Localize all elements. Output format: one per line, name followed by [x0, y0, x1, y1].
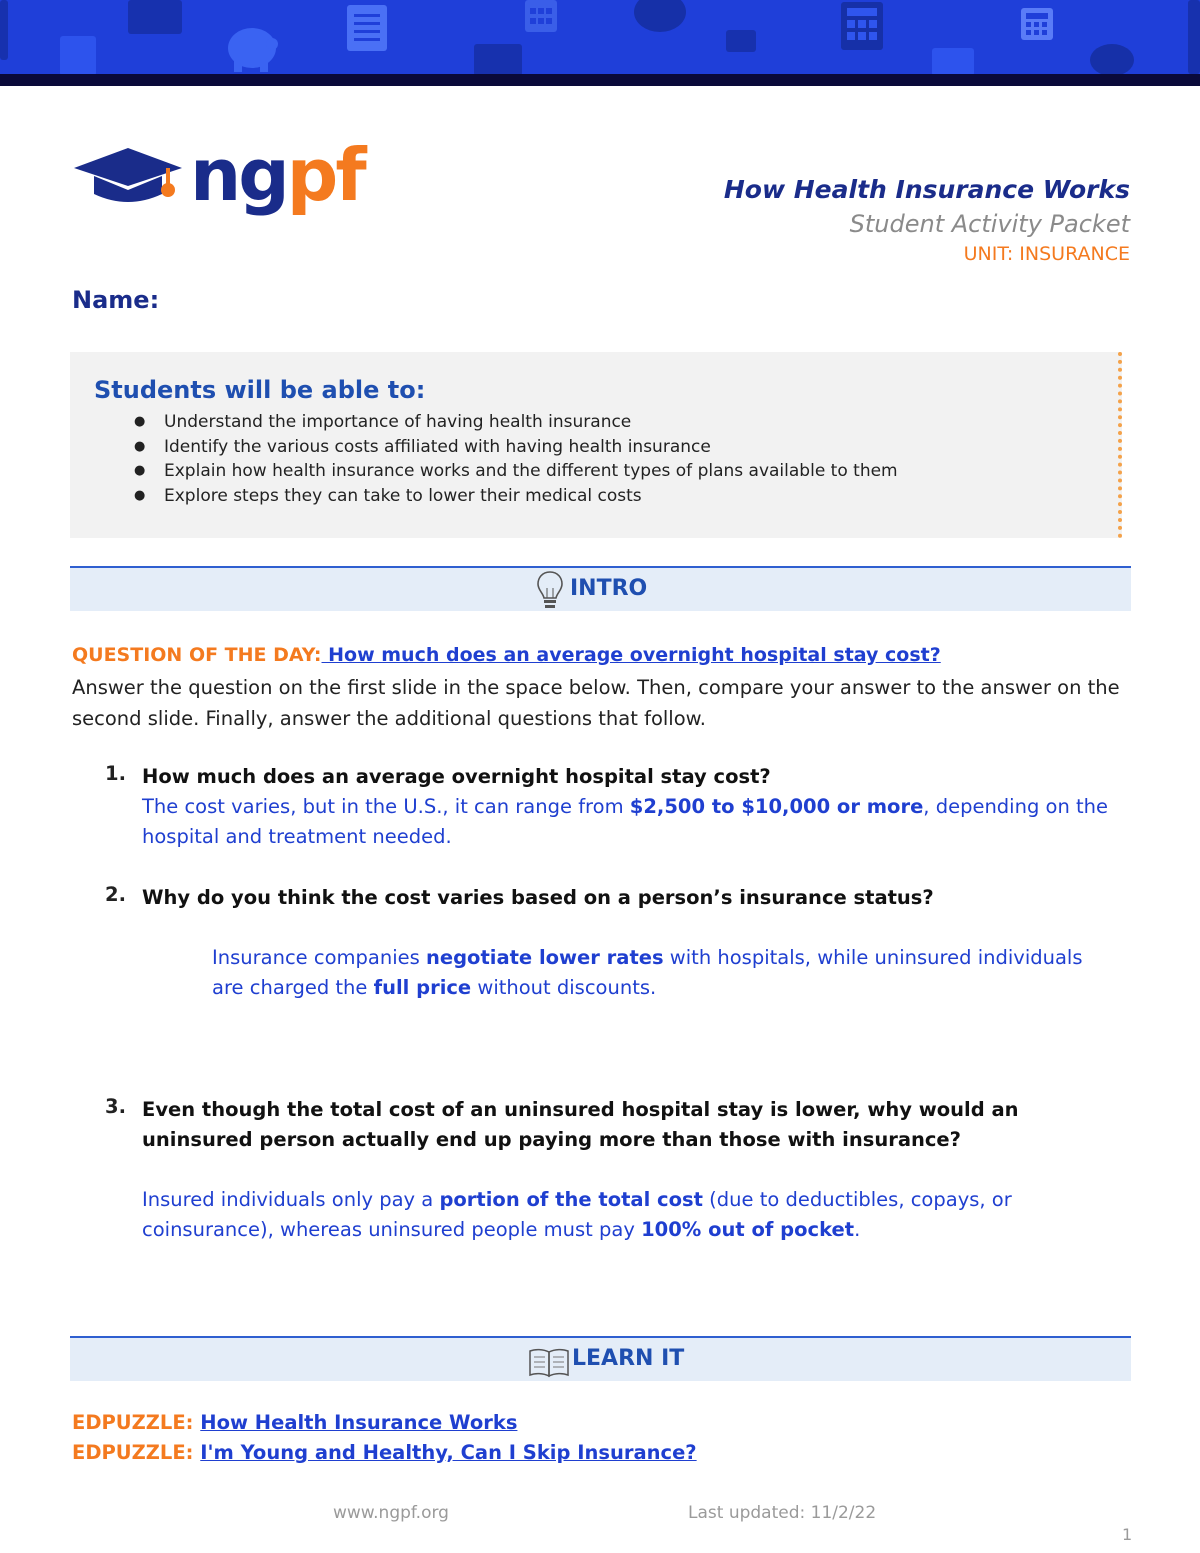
question-number: 3.	[105, 1095, 126, 1118]
unit-label: UNIT: INSURANCE	[963, 243, 1130, 265]
logo-text-ng: ng	[190, 133, 287, 217]
intro-instructions: Answer the question on the first slide in the space below. Then, compare your answer to the answer on the second slide. Finally, answer the additional questions that follow.	[72, 676, 1120, 730]
intro-section-header	[70, 566, 1131, 611]
answer-emphasis: 100% out of pocket	[641, 1218, 855, 1241]
answer-part: without discounts.	[471, 976, 657, 999]
answer-part: , depending on the hospital and treatment needed.	[142, 795, 1109, 848]
banner-bottom-strip	[0, 74, 1200, 86]
open-book-icon	[528, 1348, 570, 1378]
ngpf-logo	[72, 133, 364, 218]
logo-wordmark	[190, 133, 364, 217]
answer-text	[142, 1185, 1135, 1245]
banner-decoration	[0, 0, 8, 60]
footer-url[interactable]: www.ngpf.org	[333, 1503, 449, 1523]
question-number: 1.	[105, 762, 126, 785]
piggy-bank-icon	[222, 18, 282, 74]
answer-emphasis: negotiate lower rates	[425, 946, 664, 969]
folder-icon	[726, 30, 756, 52]
document-icon	[346, 4, 388, 52]
banner-decoration	[128, 0, 182, 34]
banner-decoration	[1188, 0, 1200, 74]
answer-part: Insurance companies	[212, 946, 426, 969]
learn-it-section-header	[70, 1336, 1131, 1381]
document-subtitle: Student Activity Packet	[849, 210, 1130, 238]
qotd-link[interactable]: How much does an average overnight hospital stay cost?	[321, 644, 941, 666]
document-title-block	[724, 172, 1130, 268]
edpuzzle-link[interactable]: How Health Insurance Works	[200, 1411, 518, 1434]
question-3	[105, 1095, 1135, 1245]
question-2	[105, 883, 1135, 1003]
footer-last-updated: Last updated: 11/2/22	[688, 1503, 877, 1523]
question-of-the-day	[72, 644, 941, 666]
answer-emphasis: portion of the total cost	[439, 1188, 703, 1211]
answer-part: Insured individuals only pay a	[142, 1188, 440, 1211]
page-number: 1	[1122, 1525, 1133, 1544]
piggy-bank-icon	[1086, 40, 1138, 76]
folder-icon	[474, 44, 522, 76]
answer-part: with hospitals, while uninsured individuals are charged the	[212, 946, 1083, 999]
list-item: ● Explain how health insurance works and the different types of plans available to them	[134, 459, 1094, 484]
learn-it-label: LEARN IT	[572, 1346, 685, 1371]
edpuzzle-link-row	[72, 1411, 517, 1434]
answer-emphasis: full price	[373, 976, 472, 999]
objectives-list	[134, 410, 1094, 508]
question-number: 2.	[105, 883, 126, 906]
lightbulb-icon	[535, 570, 565, 612]
document-icon	[60, 36, 96, 76]
objectives-heading: Students will be able to:	[94, 376, 426, 404]
list-item: ● Understand the importance of having health insurance	[134, 410, 1094, 435]
logo-text-pf: pf	[286, 133, 364, 217]
answer-part: (due to deductibles, copays, or coinsurance), whereas uninsured people must pay	[142, 1188, 1012, 1241]
edpuzzle-prefix: EDPUZZLE:	[72, 1441, 194, 1464]
answer-text	[212, 943, 1092, 1003]
answer-text	[142, 792, 1135, 852]
list-item: ● Explore steps they can take to lower their medical costs	[134, 484, 1094, 509]
edpuzzle-link[interactable]: I'm Young and Healthy, Can I Skip Insurance?	[200, 1441, 697, 1464]
calculator-icon	[840, 2, 884, 50]
answer-part: The cost varies, but in the U.S., it can range from	[142, 795, 630, 818]
learning-objectives-box	[70, 352, 1122, 538]
list-item: ● Identify the various costs affiliated with having health insurance	[134, 435, 1094, 460]
calculator-icon	[524, 0, 558, 34]
graduation-cap-icon	[72, 146, 184, 210]
answer-part: .	[854, 1218, 861, 1241]
folder-icon	[932, 48, 974, 76]
intro-label: INTRO	[570, 576, 648, 601]
piggy-bank-icon	[628, 0, 692, 36]
qotd-prefix: QUESTION OF THE DAY:	[72, 644, 322, 666]
question-1	[105, 762, 1135, 852]
document-title: How Health Insurance Works	[723, 175, 1130, 204]
name-field-label: Name:	[72, 286, 160, 314]
question-text: How much does an average overnight hospital stay cost?	[142, 765, 771, 788]
top-banner	[0, 0, 1200, 86]
edpuzzle-link-row	[72, 1441, 697, 1464]
edpuzzle-prefix: EDPUZZLE:	[72, 1411, 194, 1434]
question-text: Why do you think the cost varies based on a person’s insurance status?	[142, 886, 934, 909]
answer-emphasis: $2,500 to $10,000 or more	[629, 795, 924, 818]
calculator-icon	[1020, 8, 1054, 42]
question-text: Even though the total cost of an uninsured hospital stay is lower, why would an uninsured person actually end up paying more than those with insurance?	[142, 1098, 1019, 1151]
